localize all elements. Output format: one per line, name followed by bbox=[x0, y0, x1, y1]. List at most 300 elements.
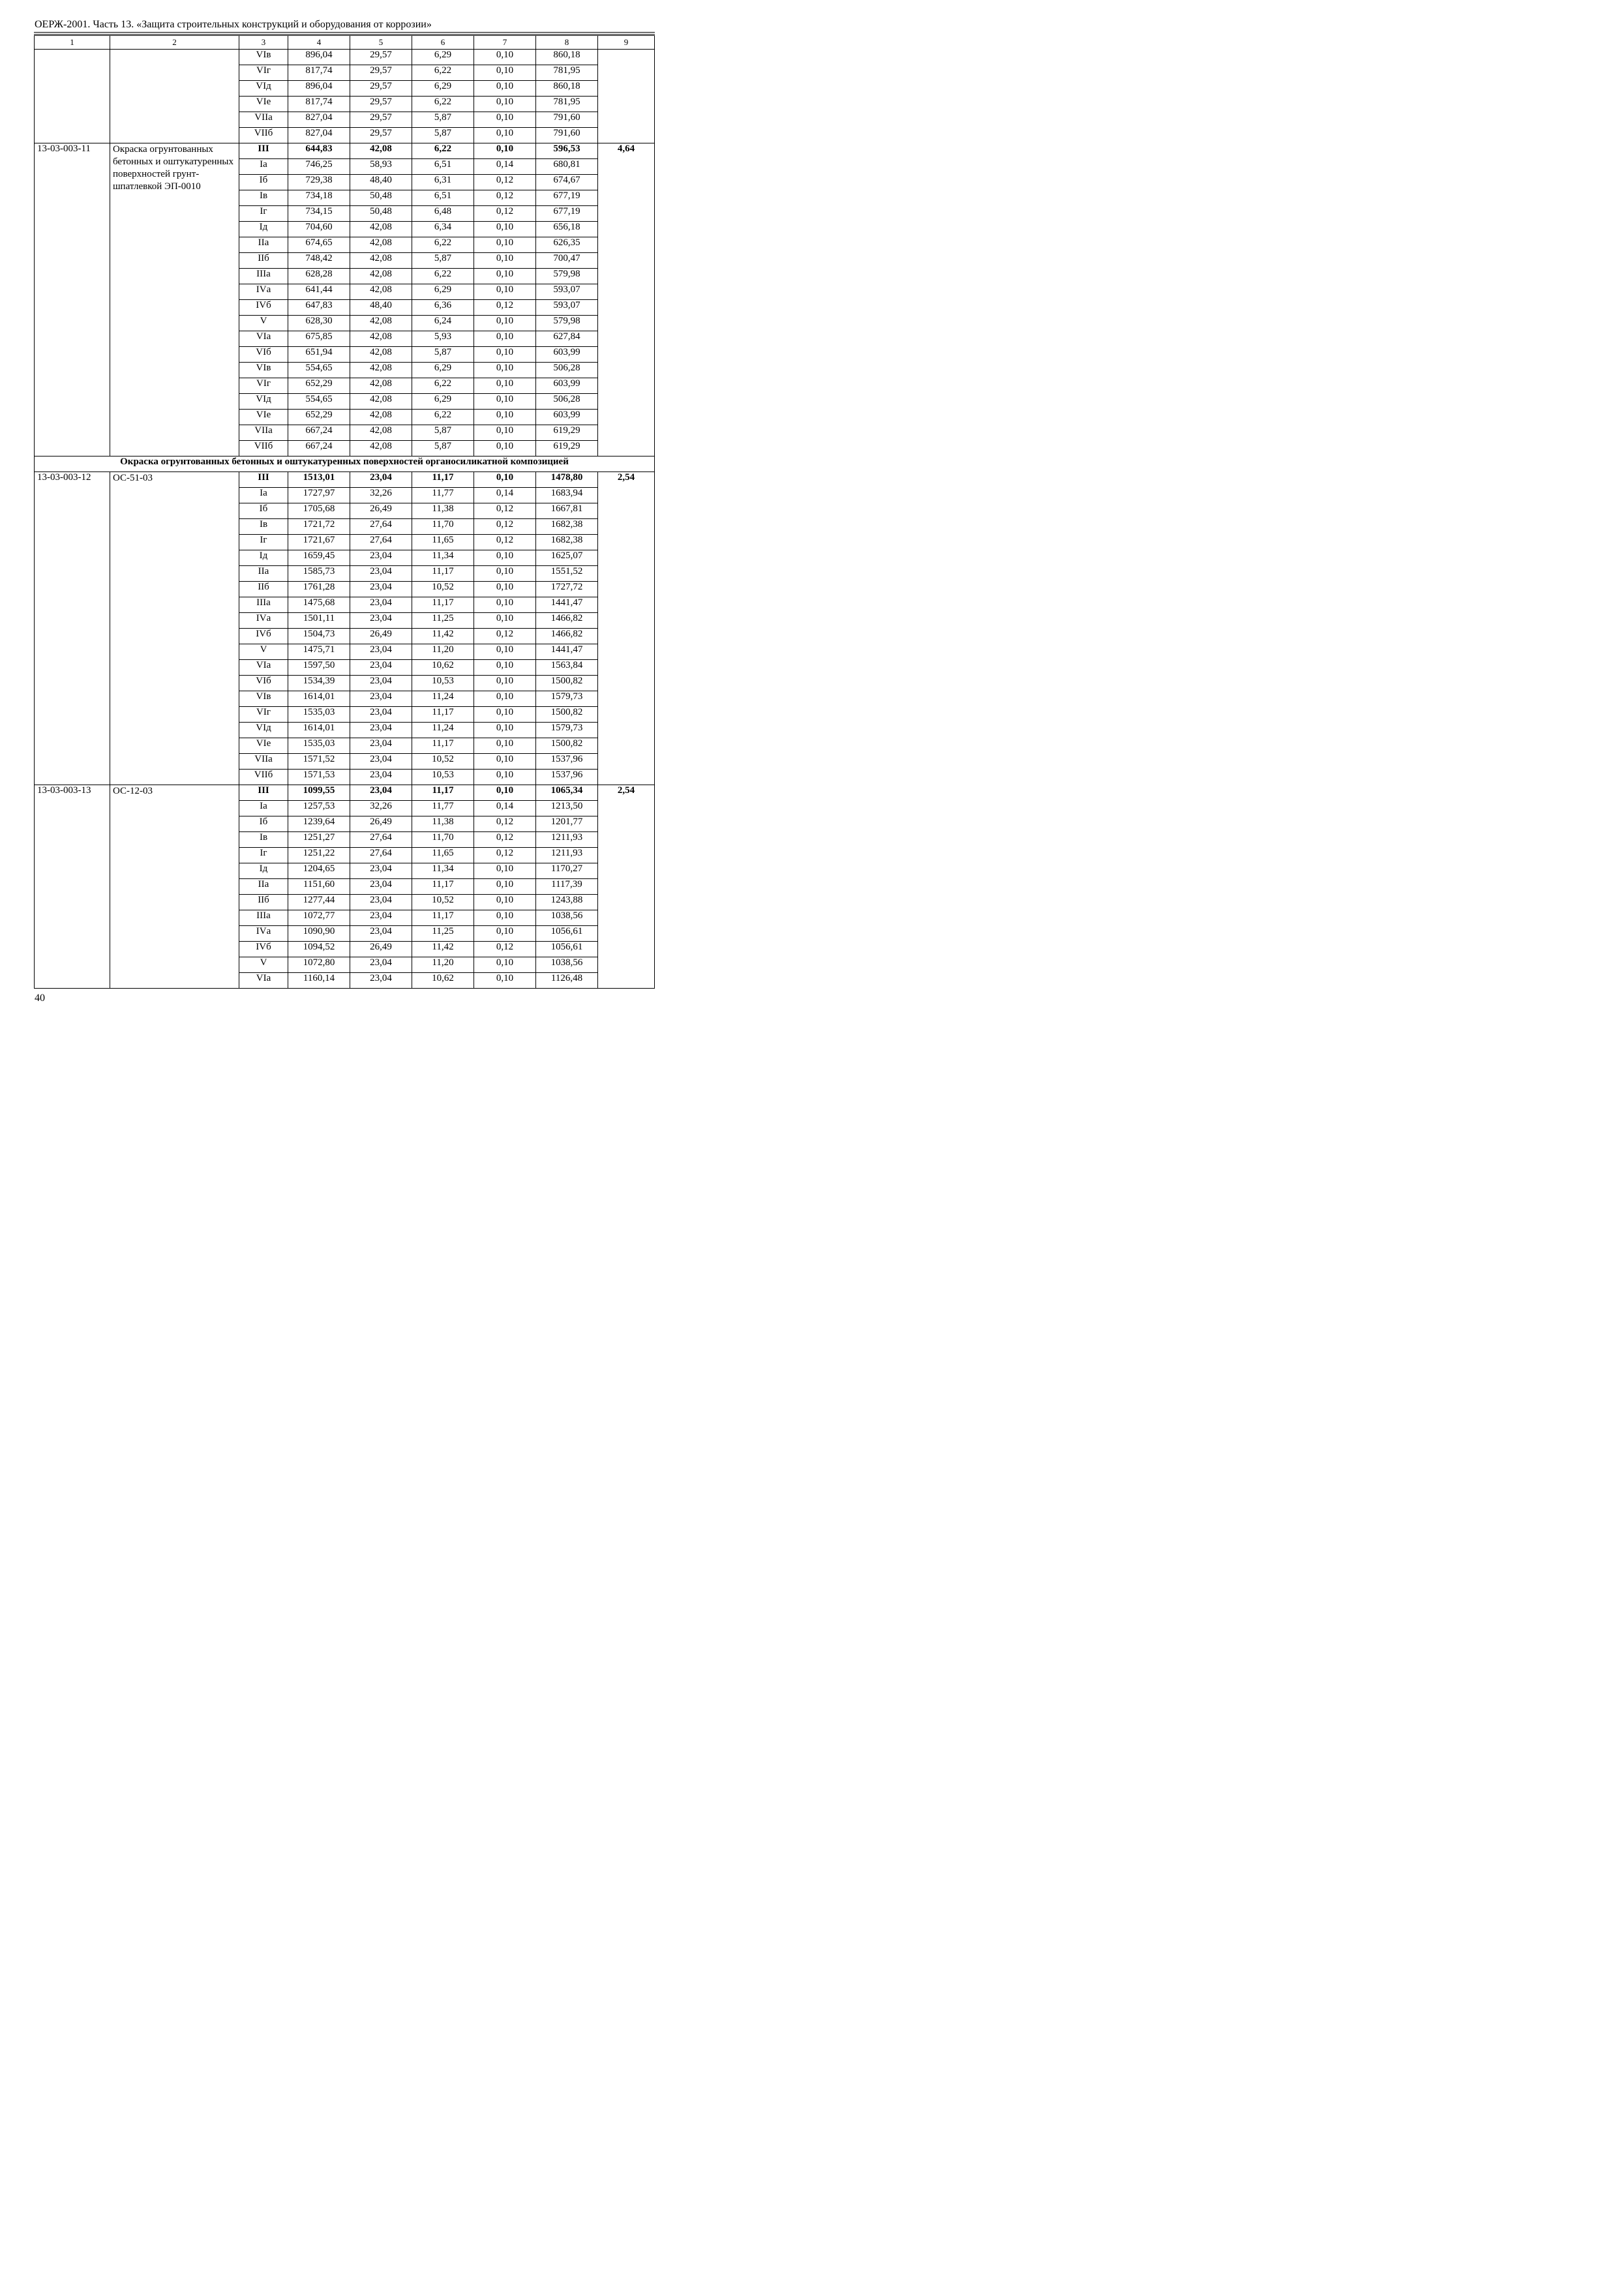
table-row bbox=[35, 143, 655, 159]
driver-wage-cell: 0,10 bbox=[474, 973, 536, 989]
wage-cell: 42,08 bbox=[350, 394, 412, 410]
total-cost-cell: 628,30 bbox=[288, 316, 350, 331]
machinery-cell: 6,34 bbox=[412, 222, 474, 237]
materials-cell: 1117,39 bbox=[536, 879, 598, 895]
machinery-cell: 6,29 bbox=[412, 50, 474, 65]
machinery-cell: 11,17 bbox=[412, 566, 474, 582]
item-code: 13-03-003-13 bbox=[35, 785, 110, 989]
driver-wage-cell: 0,10 bbox=[474, 644, 536, 660]
materials-cell: 1551,52 bbox=[536, 566, 598, 582]
machinery-cell: 6,22 bbox=[412, 378, 474, 394]
zone-cell: Iа bbox=[239, 801, 288, 816]
machinery-cell: 10,62 bbox=[412, 660, 474, 676]
materials-cell: 1478,80 bbox=[536, 472, 598, 488]
zone-cell: VIе bbox=[239, 738, 288, 754]
zone-cell: VIд bbox=[239, 723, 288, 738]
driver-wage-cell: 0,12 bbox=[474, 629, 536, 644]
wage-cell: 23,04 bbox=[350, 566, 412, 582]
zone-cell: IVб bbox=[239, 629, 288, 644]
zone-cell: VIIб bbox=[239, 441, 288, 456]
wage-cell: 23,04 bbox=[350, 926, 412, 942]
machinery-cell: 11,20 bbox=[412, 644, 474, 660]
wage-cell: 29,57 bbox=[350, 81, 412, 97]
zone-cell: VIIа bbox=[239, 112, 288, 128]
machinery-cell: 11,70 bbox=[412, 832, 474, 848]
zone-cell: V bbox=[239, 644, 288, 660]
materials-cell: 1579,73 bbox=[536, 723, 598, 738]
total-cost-cell: 1072,77 bbox=[288, 910, 350, 926]
materials-cell: 506,28 bbox=[536, 394, 598, 410]
zone-cell: IVа bbox=[239, 284, 288, 300]
materials-cell: 603,99 bbox=[536, 347, 598, 363]
machinery-cell: 11,34 bbox=[412, 550, 474, 566]
zone-cell: VIв bbox=[239, 363, 288, 378]
wage-cell: 32,26 bbox=[350, 488, 412, 503]
zone-cell: IIб bbox=[239, 895, 288, 910]
materials-cell: 1667,81 bbox=[536, 503, 598, 519]
wage-cell: 27,64 bbox=[350, 848, 412, 863]
materials-cell: 860,18 bbox=[536, 81, 598, 97]
section-title: Окраска огрунтованных бетонных и оштукатуренных поверхностей органосиликатной композицией bbox=[35, 456, 655, 472]
wage-cell: 23,04 bbox=[350, 785, 412, 801]
zone-cell: IIб bbox=[239, 582, 288, 597]
machinery-cell: 6,22 bbox=[412, 143, 474, 159]
driver-wage-cell: 0,10 bbox=[474, 691, 536, 707]
total-cost-cell: 827,04 bbox=[288, 112, 350, 128]
zone-cell: Iв bbox=[239, 832, 288, 848]
zone-cell: VIд bbox=[239, 81, 288, 97]
zone-cell: Iг bbox=[239, 206, 288, 222]
driver-wage-cell: 0,12 bbox=[474, 190, 536, 206]
driver-wage-cell: 0,10 bbox=[474, 879, 536, 895]
section-row bbox=[35, 456, 655, 472]
machinery-cell: 5,87 bbox=[412, 128, 474, 143]
driver-wage-cell: 0,10 bbox=[474, 347, 536, 363]
driver-wage-cell: 0,10 bbox=[474, 550, 536, 566]
wage-cell: 23,04 bbox=[350, 472, 412, 488]
zone-cell: VIIа bbox=[239, 425, 288, 441]
wage-cell: 50,48 bbox=[350, 206, 412, 222]
total-cost-cell: 674,65 bbox=[288, 237, 350, 253]
zone-cell: Iд bbox=[239, 863, 288, 879]
materials-cell: 579,98 bbox=[536, 269, 598, 284]
machinery-cell: 10,52 bbox=[412, 754, 474, 770]
coefficient-cell: 4,64 bbox=[598, 143, 655, 456]
driver-wage-cell: 0,12 bbox=[474, 206, 536, 222]
materials-cell: 1211,93 bbox=[536, 832, 598, 848]
machinery-cell: 11,24 bbox=[412, 691, 474, 707]
wage-cell: 42,08 bbox=[350, 269, 412, 284]
machinery-cell: 11,25 bbox=[412, 613, 474, 629]
driver-wage-cell: 0,10 bbox=[474, 582, 536, 597]
wage-cell: 42,08 bbox=[350, 143, 412, 159]
wage-cell: 23,04 bbox=[350, 707, 412, 723]
materials-cell: 677,19 bbox=[536, 190, 598, 206]
wage-cell: 23,04 bbox=[350, 723, 412, 738]
total-cost-cell: 734,15 bbox=[288, 206, 350, 222]
wage-cell: 58,93 bbox=[350, 159, 412, 175]
machinery-cell: 6,31 bbox=[412, 175, 474, 190]
machinery-cell: 6,29 bbox=[412, 81, 474, 97]
materials-cell: 593,07 bbox=[536, 284, 598, 300]
item-code bbox=[35, 50, 110, 143]
machinery-cell: 6,24 bbox=[412, 316, 474, 331]
total-cost-cell: 667,24 bbox=[288, 441, 350, 456]
total-cost-cell: 1099,55 bbox=[288, 785, 350, 801]
driver-wage-cell: 0,10 bbox=[474, 738, 536, 754]
materials-cell: 1056,61 bbox=[536, 942, 598, 957]
materials-cell: 791,60 bbox=[536, 128, 598, 143]
zone-cell: VIг bbox=[239, 378, 288, 394]
page-header: ОЕРЖ-2001. Часть 13. «Защита строительных конструкций и оборудования от коррозии» bbox=[35, 19, 432, 30]
total-cost-cell: 1251,27 bbox=[288, 832, 350, 848]
materials-cell: 627,84 bbox=[536, 331, 598, 347]
wage-cell: 32,26 bbox=[350, 801, 412, 816]
item-code: 13-03-003-11 bbox=[35, 143, 110, 456]
total-cost-cell: 729,38 bbox=[288, 175, 350, 190]
wage-cell: 42,08 bbox=[350, 284, 412, 300]
driver-wage-cell: 0,10 bbox=[474, 441, 536, 456]
column-number: 7 bbox=[474, 36, 536, 50]
materials-cell: 677,19 bbox=[536, 206, 598, 222]
wage-cell: 23,04 bbox=[350, 691, 412, 707]
wage-cell: 42,08 bbox=[350, 222, 412, 237]
materials-cell: 619,29 bbox=[536, 441, 598, 456]
materials-cell: 674,67 bbox=[536, 175, 598, 190]
zone-cell: VIIа bbox=[239, 754, 288, 770]
item-name: ОС-12-03 bbox=[110, 785, 239, 989]
driver-wage-cell: 0,10 bbox=[474, 237, 536, 253]
zone-cell: VIа bbox=[239, 660, 288, 676]
total-cost-cell: 896,04 bbox=[288, 81, 350, 97]
machinery-cell: 11,17 bbox=[412, 785, 474, 801]
wage-cell: 42,08 bbox=[350, 441, 412, 456]
total-cost-cell: 1614,01 bbox=[288, 691, 350, 707]
machinery-cell: 6,51 bbox=[412, 190, 474, 206]
zone-cell: Iд bbox=[239, 222, 288, 237]
wage-cell: 29,57 bbox=[350, 128, 412, 143]
total-cost-cell: 652,29 bbox=[288, 378, 350, 394]
materials-cell: 1213,50 bbox=[536, 801, 598, 816]
zone-cell: VIе bbox=[239, 410, 288, 425]
wage-cell: 23,04 bbox=[350, 910, 412, 926]
driver-wage-cell: 0,10 bbox=[474, 770, 536, 785]
total-cost-cell: 704,60 bbox=[288, 222, 350, 237]
materials-cell: 1563,84 bbox=[536, 660, 598, 676]
driver-wage-cell: 0,10 bbox=[474, 472, 536, 488]
driver-wage-cell: 0,10 bbox=[474, 723, 536, 738]
machinery-cell: 6,29 bbox=[412, 363, 474, 378]
zone-cell: V bbox=[239, 316, 288, 331]
zone-cell: VIб bbox=[239, 676, 288, 691]
column-number: 3 bbox=[239, 36, 288, 50]
wage-cell: 29,57 bbox=[350, 97, 412, 112]
total-cost-cell: 1257,53 bbox=[288, 801, 350, 816]
wage-cell: 27,64 bbox=[350, 535, 412, 550]
driver-wage-cell: 0,10 bbox=[474, 222, 536, 237]
zone-cell: IIа bbox=[239, 566, 288, 582]
column-number: 2 bbox=[110, 36, 239, 50]
driver-wage-cell: 0,10 bbox=[474, 676, 536, 691]
zone-cell: Iб bbox=[239, 175, 288, 190]
wage-cell: 26,49 bbox=[350, 629, 412, 644]
column-number-row bbox=[35, 36, 655, 50]
zone-cell: VIв bbox=[239, 691, 288, 707]
zone-cell: Iб bbox=[239, 503, 288, 519]
driver-wage-cell: 0,10 bbox=[474, 269, 536, 284]
driver-wage-cell: 0,10 bbox=[474, 331, 536, 347]
total-cost-cell: 896,04 bbox=[288, 50, 350, 65]
driver-wage-cell: 0,10 bbox=[474, 754, 536, 770]
total-cost-cell: 628,28 bbox=[288, 269, 350, 284]
machinery-cell: 11,70 bbox=[412, 519, 474, 535]
item-name bbox=[110, 50, 239, 143]
total-cost-cell: 817,74 bbox=[288, 65, 350, 81]
wage-cell: 42,08 bbox=[350, 378, 412, 394]
table-body bbox=[35, 36, 655, 989]
zone-cell: V bbox=[239, 957, 288, 973]
machinery-cell: 11,20 bbox=[412, 957, 474, 973]
materials-cell: 1065,34 bbox=[536, 785, 598, 801]
materials-cell: 1441,47 bbox=[536, 644, 598, 660]
machinery-cell: 6,48 bbox=[412, 206, 474, 222]
machinery-cell: 11,77 bbox=[412, 488, 474, 503]
wage-cell: 23,04 bbox=[350, 879, 412, 895]
wage-cell: 23,04 bbox=[350, 973, 412, 989]
materials-cell: 860,18 bbox=[536, 50, 598, 65]
materials-cell: 596,53 bbox=[536, 143, 598, 159]
wage-cell: 50,48 bbox=[350, 190, 412, 206]
machinery-cell: 10,53 bbox=[412, 676, 474, 691]
machinery-cell: 11,17 bbox=[412, 597, 474, 613]
machinery-cell: 10,53 bbox=[412, 770, 474, 785]
materials-cell: 593,07 bbox=[536, 300, 598, 316]
materials-cell: 619,29 bbox=[536, 425, 598, 441]
machinery-cell: 5,87 bbox=[412, 347, 474, 363]
zone-cell: III bbox=[239, 472, 288, 488]
materials-cell: 1126,48 bbox=[536, 973, 598, 989]
zone-cell: IIб bbox=[239, 253, 288, 269]
total-cost-cell: 746,25 bbox=[288, 159, 350, 175]
total-cost-cell: 1204,65 bbox=[288, 863, 350, 879]
zone-cell: Iв bbox=[239, 190, 288, 206]
total-cost-cell: 1571,52 bbox=[288, 754, 350, 770]
total-cost-cell: 641,44 bbox=[288, 284, 350, 300]
driver-wage-cell: 0,12 bbox=[474, 300, 536, 316]
total-cost-cell: 554,65 bbox=[288, 394, 350, 410]
total-cost-cell: 1571,53 bbox=[288, 770, 350, 785]
driver-wage-cell: 0,10 bbox=[474, 910, 536, 926]
machinery-cell: 5,93 bbox=[412, 331, 474, 347]
materials-cell: 506,28 bbox=[536, 363, 598, 378]
wage-cell: 27,64 bbox=[350, 519, 412, 535]
table-row bbox=[35, 785, 655, 801]
table-row bbox=[35, 50, 655, 65]
machinery-cell: 5,87 bbox=[412, 112, 474, 128]
driver-wage-cell: 0,10 bbox=[474, 253, 536, 269]
wage-cell: 48,40 bbox=[350, 300, 412, 316]
driver-wage-cell: 0,12 bbox=[474, 503, 536, 519]
machinery-cell: 10,62 bbox=[412, 973, 474, 989]
wage-cell: 23,04 bbox=[350, 597, 412, 613]
materials-cell: 781,95 bbox=[536, 97, 598, 112]
zone-cell: VIг bbox=[239, 707, 288, 723]
total-cost-cell: 1659,45 bbox=[288, 550, 350, 566]
machinery-cell: 6,36 bbox=[412, 300, 474, 316]
total-cost-cell: 1721,67 bbox=[288, 535, 350, 550]
materials-cell: 1056,61 bbox=[536, 926, 598, 942]
item-code: 13-03-003-12 bbox=[35, 472, 110, 785]
driver-wage-cell: 0,12 bbox=[474, 175, 536, 190]
total-cost-cell: 1090,90 bbox=[288, 926, 350, 942]
driver-wage-cell: 0,10 bbox=[474, 65, 536, 81]
materials-cell: 579,98 bbox=[536, 316, 598, 331]
driver-wage-cell: 0,12 bbox=[474, 535, 536, 550]
wage-cell: 23,04 bbox=[350, 770, 412, 785]
column-number: 5 bbox=[350, 36, 412, 50]
zone-cell: VIIб bbox=[239, 770, 288, 785]
materials-cell: 1500,82 bbox=[536, 676, 598, 691]
total-cost-cell: 1535,03 bbox=[288, 707, 350, 723]
machinery-cell: 11,42 bbox=[412, 629, 474, 644]
column-number: 1 bbox=[35, 36, 110, 50]
zone-cell: Iв bbox=[239, 519, 288, 535]
wage-cell: 23,04 bbox=[350, 676, 412, 691]
materials-cell: 1201,77 bbox=[536, 816, 598, 832]
wage-cell: 42,08 bbox=[350, 253, 412, 269]
wage-cell: 23,04 bbox=[350, 895, 412, 910]
wage-cell: 42,08 bbox=[350, 425, 412, 441]
driver-wage-cell: 0,10 bbox=[474, 284, 536, 300]
driver-wage-cell: 0,10 bbox=[474, 785, 536, 801]
wage-cell: 42,08 bbox=[350, 331, 412, 347]
machinery-cell: 11,17 bbox=[412, 472, 474, 488]
coefficient-cell bbox=[598, 50, 655, 143]
driver-wage-cell: 0,10 bbox=[474, 957, 536, 973]
total-cost-cell: 1501,11 bbox=[288, 613, 350, 629]
wage-cell: 29,57 bbox=[350, 65, 412, 81]
driver-wage-cell: 0,12 bbox=[474, 519, 536, 535]
coefficient-cell: 2,54 bbox=[598, 785, 655, 989]
materials-cell: 680,81 bbox=[536, 159, 598, 175]
driver-wage-cell: 0,14 bbox=[474, 801, 536, 816]
wage-cell: 42,08 bbox=[350, 363, 412, 378]
wage-cell: 42,08 bbox=[350, 347, 412, 363]
machinery-cell: 6,22 bbox=[412, 97, 474, 112]
total-cost-cell: 1475,68 bbox=[288, 597, 350, 613]
materials-cell: 1682,38 bbox=[536, 519, 598, 535]
zone-cell: Iд bbox=[239, 550, 288, 566]
zone-cell: IIа bbox=[239, 879, 288, 895]
materials-cell: 603,99 bbox=[536, 410, 598, 425]
materials-cell: 1500,82 bbox=[536, 707, 598, 723]
wage-cell: 42,08 bbox=[350, 410, 412, 425]
wage-cell: 26,49 bbox=[350, 503, 412, 519]
machinery-cell: 6,22 bbox=[412, 237, 474, 253]
table-row bbox=[35, 472, 655, 488]
machinery-cell: 6,22 bbox=[412, 269, 474, 284]
total-cost-cell: 1705,68 bbox=[288, 503, 350, 519]
materials-cell: 1537,96 bbox=[536, 770, 598, 785]
driver-wage-cell: 0,10 bbox=[474, 97, 536, 112]
zone-cell: IVб bbox=[239, 942, 288, 957]
total-cost-cell: 1094,52 bbox=[288, 942, 350, 957]
materials-cell: 1211,93 bbox=[536, 848, 598, 863]
machinery-cell: 10,52 bbox=[412, 895, 474, 910]
total-cost-cell: 1727,97 bbox=[288, 488, 350, 503]
total-cost-cell: 675,85 bbox=[288, 331, 350, 347]
zone-cell: Iг bbox=[239, 535, 288, 550]
wage-cell: 42,08 bbox=[350, 316, 412, 331]
total-cost-cell: 651,94 bbox=[288, 347, 350, 363]
page-number: 40 bbox=[35, 993, 45, 1004]
wage-cell: 23,04 bbox=[350, 550, 412, 566]
total-cost-cell: 1239,64 bbox=[288, 816, 350, 832]
zone-cell: VIг bbox=[239, 65, 288, 81]
total-cost-cell: 1151,60 bbox=[288, 879, 350, 895]
materials-cell: 1537,96 bbox=[536, 754, 598, 770]
zone-cell: IIа bbox=[239, 237, 288, 253]
machinery-cell: 11,17 bbox=[412, 738, 474, 754]
driver-wage-cell: 0,10 bbox=[474, 863, 536, 879]
materials-cell: 1625,07 bbox=[536, 550, 598, 566]
zone-cell: Iб bbox=[239, 816, 288, 832]
zone-cell: VIд bbox=[239, 394, 288, 410]
total-cost-cell: 1534,39 bbox=[288, 676, 350, 691]
total-cost-cell: 644,83 bbox=[288, 143, 350, 159]
materials-cell: 1466,82 bbox=[536, 629, 598, 644]
total-cost-cell: 1475,71 bbox=[288, 644, 350, 660]
machinery-cell: 11,38 bbox=[412, 503, 474, 519]
machinery-cell: 5,87 bbox=[412, 441, 474, 456]
machinery-cell: 11,34 bbox=[412, 863, 474, 879]
driver-wage-cell: 0,10 bbox=[474, 128, 536, 143]
wage-cell: 26,49 bbox=[350, 942, 412, 957]
zone-cell: III bbox=[239, 143, 288, 159]
zone-cell: VIIб bbox=[239, 128, 288, 143]
materials-cell: 1683,94 bbox=[536, 488, 598, 503]
zone-cell: IVа bbox=[239, 926, 288, 942]
machinery-cell: 11,25 bbox=[412, 926, 474, 942]
materials-cell: 1500,82 bbox=[536, 738, 598, 754]
wage-cell: 27,64 bbox=[350, 832, 412, 848]
driver-wage-cell: 0,10 bbox=[474, 316, 536, 331]
wage-cell: 48,40 bbox=[350, 175, 412, 190]
driver-wage-cell: 0,10 bbox=[474, 112, 536, 128]
wage-cell: 23,04 bbox=[350, 754, 412, 770]
driver-wage-cell: 0,10 bbox=[474, 926, 536, 942]
wage-cell: 23,04 bbox=[350, 738, 412, 754]
wage-cell: 42,08 bbox=[350, 237, 412, 253]
driver-wage-cell: 0,14 bbox=[474, 488, 536, 503]
total-cost-cell: 1160,14 bbox=[288, 973, 350, 989]
zone-cell: IIIа bbox=[239, 269, 288, 284]
machinery-cell: 6,22 bbox=[412, 65, 474, 81]
total-cost-cell: 1277,44 bbox=[288, 895, 350, 910]
header-rule-double bbox=[34, 34, 655, 35]
machinery-cell: 11,42 bbox=[412, 942, 474, 957]
machinery-cell: 11,65 bbox=[412, 848, 474, 863]
item-name: Окраска огрунтованных бетонных и оштукатуренных поверхностей грунт-шпатлевкой ЭП-0010 bbox=[110, 143, 239, 456]
total-cost-cell: 1513,01 bbox=[288, 472, 350, 488]
materials-cell: 626,35 bbox=[536, 237, 598, 253]
driver-wage-cell: 0,10 bbox=[474, 143, 536, 159]
driver-wage-cell: 0,12 bbox=[474, 942, 536, 957]
machinery-cell: 11,24 bbox=[412, 723, 474, 738]
driver-wage-cell: 0,10 bbox=[474, 410, 536, 425]
machinery-cell: 6,22 bbox=[412, 410, 474, 425]
wage-cell: 23,04 bbox=[350, 582, 412, 597]
